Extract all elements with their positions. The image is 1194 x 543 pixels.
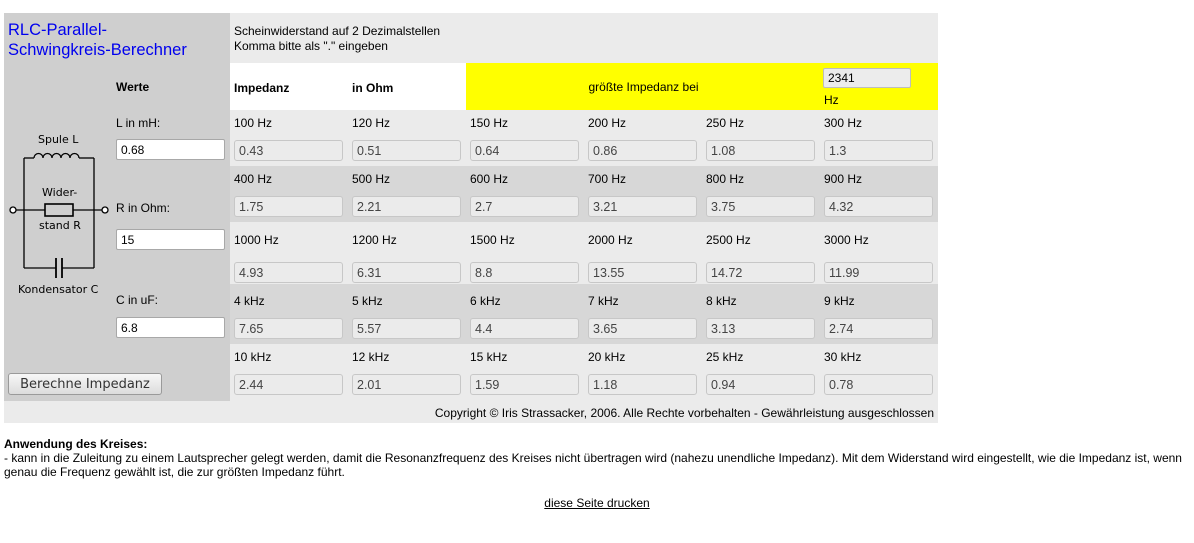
frequency-label: 1200 Hz [352,233,397,247]
calculate-impedance-button[interactable]: Berechne Impedanz [8,373,162,395]
max-impedance-label: größte Impedanz bei [588,80,699,94]
impedance-value-field[interactable] [234,374,343,395]
label-widerstand-1: Wider- [42,186,78,199]
max-impedance-unit: Hz [824,93,839,107]
impedance-value-field[interactable] [824,318,933,339]
note-comma: Komma bitte als "." eingeben [234,39,388,53]
frequency-label: 8 kHz [706,294,737,308]
frequency-label: 4 kHz [234,294,265,308]
frequency-label: 6 kHz [470,294,501,308]
frequency-label: 12 kHz [352,350,390,364]
frequency-label: 20 kHz [588,350,626,364]
frequency-label: 200 Hz [588,116,627,130]
header-werte: Werte [116,80,150,94]
impedance-value-field[interactable] [470,196,579,217]
impedance-value-field[interactable] [470,262,579,283]
frequency-label: 700 Hz [588,172,627,186]
frequency-label: 7 kHz [588,294,619,308]
capacitance-input[interactable] [116,317,225,338]
frequency-label: 3000 Hz [824,233,869,247]
frequency-label: 120 Hz [352,116,391,130]
frequency-label: 30 kHz [824,350,862,364]
impedance-value-field[interactable] [706,196,815,217]
frequency-label: 9 kHz [824,294,855,308]
frequency-label: 400 Hz [234,172,273,186]
note-decimals: Scheinwiderstand auf 2 Dezimalstellen [234,24,441,38]
header-impedanz: Impedanz [234,81,290,95]
label-c: C in uF: [116,293,159,307]
usage-section [4,437,1184,479]
max-impedance-band [466,63,938,110]
impedance-value-field[interactable] [588,262,697,283]
impedance-value-field[interactable] [234,140,343,161]
frequency-label: 900 Hz [824,172,863,186]
impedance-value-field[interactable] [234,196,343,217]
usage-title: Anwendung des Kreises: [4,437,148,451]
page-title [8,20,187,60]
impedance-value-field[interactable] [588,374,697,395]
impedance-value-field[interactable] [706,318,815,339]
usage-text: - kann in die Zuleitung zu einem Lautsprecher gelegt werden, damit die Resonanzfrequenz des Kreises nicht übertragen wird (nahezu unendliche Impedanz). Mit dem Widerstand wird eingestellt, wie die Impedanz ist, wenn genau die Frequenz gewählt ist, die zur größten Impedanz führt. [4,451,1182,479]
impedance-value-field[interactable] [352,196,461,217]
impedance-value-field[interactable] [234,262,343,283]
impedance-value-field[interactable] [352,140,461,161]
frequency-label: 800 Hz [706,172,745,186]
print-page-link[interactable]: diese Seite drucken [544,496,650,510]
frequency-label: 1500 Hz [470,233,515,247]
impedance-value-field[interactable] [588,318,697,339]
frequency-label: 300 Hz [824,116,863,130]
impedance-value-field[interactable] [706,140,815,161]
impedance-value-field[interactable] [706,374,815,395]
frequency-label: 15 kHz [470,350,508,364]
frequency-label: 500 Hz [352,172,391,186]
impedance-value-field[interactable] [588,140,697,161]
impedance-value-field[interactable] [470,374,579,395]
label-kondensator: Kondensator C [18,283,99,296]
impedance-value-field[interactable] [352,374,461,395]
impedance-value-field[interactable] [470,140,579,161]
top-strip [230,13,938,63]
frequency-label: 2500 Hz [706,233,751,247]
frequency-label: 10 kHz [234,350,272,364]
frequency-label: 1000 Hz [234,233,279,247]
inductance-input[interactable] [116,139,225,160]
impedance-value-field[interactable] [824,140,933,161]
print-page-link-container [0,496,1194,510]
impedance-value-field[interactable] [588,196,697,217]
impedance-value-field[interactable] [352,318,461,339]
frequency-label: 150 Hz [470,116,509,130]
impedance-value-field[interactable] [234,318,343,339]
impedance-value-field[interactable] [470,318,579,339]
impedance-value-field[interactable] [824,262,933,283]
label-l: L in mH: [116,116,161,130]
resistance-input[interactable] [116,229,225,250]
frequency-label: 5 kHz [352,294,383,308]
impedance-value-field[interactable] [706,262,815,283]
label-spule: Spule L [38,133,79,146]
header-in-ohm: in Ohm [352,81,394,95]
copyright-text: Copyright © Iris Strassacker, 2006. Alle Rechte vorbehalten - Gewährleistung ausgeschlossen [434,406,934,420]
title-line-1: RLC-Parallel- [8,21,108,39]
calculator-panel [4,13,938,423]
frequency-label: 100 Hz [234,116,273,130]
frequency-label: 25 kHz [706,350,744,364]
title-line-2: Schwingkreis-Berechner [8,41,187,59]
label-r: R in Ohm: [116,201,171,215]
circuit-diagram-icon [6,128,114,308]
frequency-label: 2000 Hz [588,233,633,247]
impedance-value-field[interactable] [824,196,933,217]
impedance-value-field[interactable] [352,262,461,283]
label-widerstand-2: stand R [39,219,81,232]
frequency-label: 600 Hz [470,172,509,186]
frequency-label: 250 Hz [706,116,745,130]
max-impedance-frequency-field[interactable] [823,68,911,88]
impedance-value-field[interactable] [824,374,933,395]
